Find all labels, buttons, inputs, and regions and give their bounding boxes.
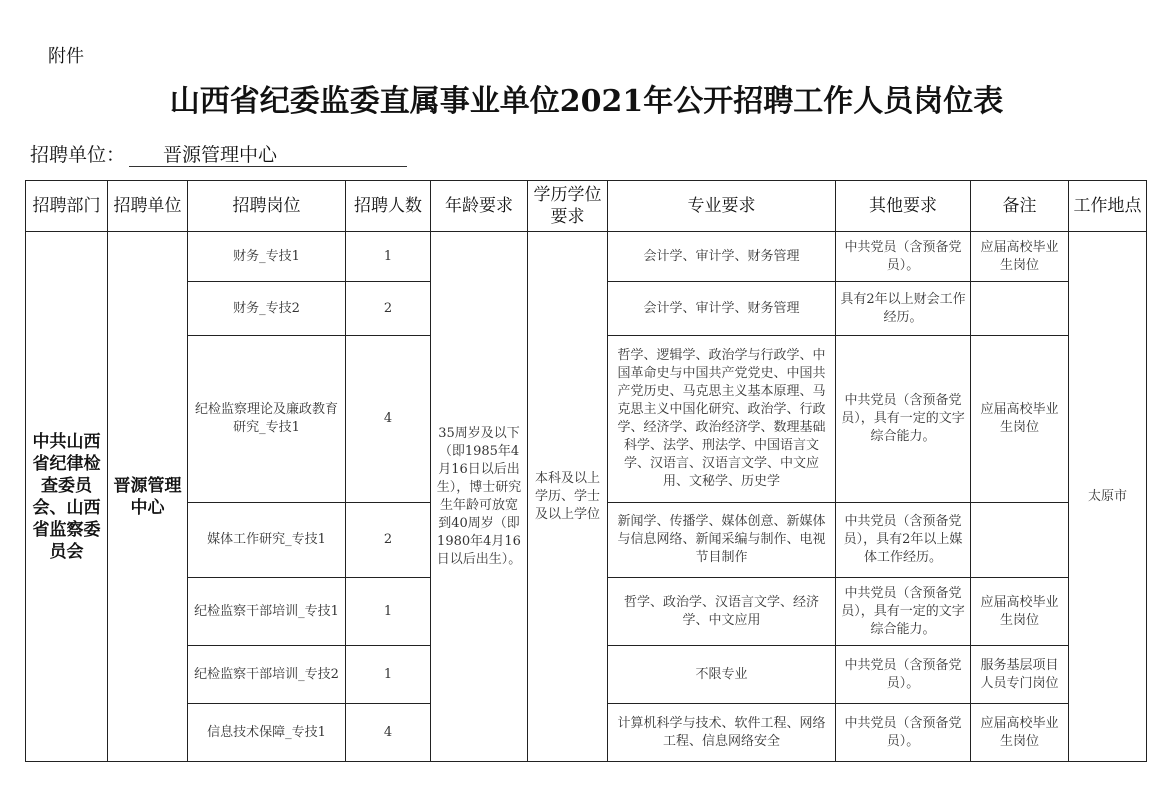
- other-cell: 中共党员（含预备党员）。: [836, 232, 971, 282]
- recruiting-unit-label: 招聘单位：: [30, 144, 126, 166]
- document-title: 山西省纪委监委直属事业单位2021年公开招聘工作人员岗位表: [169, 84, 1004, 119]
- header-age: 年龄要求: [431, 181, 528, 232]
- positions-table: [25, 180, 1147, 762]
- position-cell: 信息技术保障_专技1: [188, 704, 346, 762]
- position-cell: 纪检监察干部培训_专技2: [188, 646, 346, 704]
- note-cell: 应届高校毕业生岗位: [971, 336, 1069, 503]
- header-note: 备注: [971, 181, 1069, 232]
- other-cell: 中共党员（含预备党员）。: [836, 646, 971, 704]
- count-cell: 4: [346, 704, 431, 762]
- note-cell: [971, 282, 1069, 336]
- major-cell: 会计学、审计学、财务管理: [608, 282, 836, 336]
- age-cell: 35周岁及以下（即1985年4 月16日以后出生），博士研究生年龄可放宽到40周岁（即1980年4月16日以后出生）。: [431, 232, 528, 762]
- major-cell: 计算机科学与技术、软件工程、网络工程、信息网络安全: [608, 704, 836, 762]
- count-cell: 2: [346, 282, 431, 336]
- position-cell: 财务_专技2: [188, 282, 346, 336]
- note-cell: 应届高校毕业生岗位: [971, 232, 1069, 282]
- count-cell: 1: [346, 646, 431, 704]
- header-education: 学历学位要求: [528, 181, 608, 232]
- header-unit: 招聘单位: [108, 181, 188, 232]
- header-dept: 招聘部门: [26, 181, 108, 232]
- other-cell: 中共党员（含预备党员），具有一定的文字综合能力。: [836, 336, 971, 503]
- major-cell: 哲学、逻辑学、政治学与行政学、中国革命史与中国共产党党史、中国共产党历史、马克思主义基本原理、马克思主义中国化研究、政治学、行政学、经济学、政治经济学、数理基础科学、法学、刑法学、中国语言文学、汉语言、汉语言文学、中文应用、文秘学、历史学: [608, 336, 836, 503]
- position-cell: 媒体工作研究_专技1: [188, 503, 346, 578]
- count-cell: 1: [346, 578, 431, 646]
- header-row: [26, 181, 1147, 232]
- recruiting-unit-line: [30, 140, 407, 167]
- attachment-label: 附件: [48, 46, 84, 67]
- major-cell: 哲学、政治学、汉语言文学、经济学、中文应用: [608, 578, 836, 646]
- other-cell: 具有2年以上财会工作经历。: [836, 282, 971, 336]
- other-cell: 中共党员（含预备党员）。: [836, 704, 971, 762]
- dept-cell: 中共山西省纪律检查委员会、山西省监察委员会: [26, 232, 108, 762]
- header-major: 专业要求: [608, 181, 836, 232]
- recruiting-unit-value: 晋源管理中心: [129, 144, 407, 167]
- table-row: [26, 232, 1147, 282]
- note-cell: 应届高校毕业生岗位: [971, 578, 1069, 646]
- count-cell: 1: [346, 232, 431, 282]
- other-cell: 中共党员（含预备党员），具有一定的文字综合能力。: [836, 578, 971, 646]
- location-cell: 太原市: [1069, 232, 1147, 762]
- education-cell: 本科及以上学历、学士及以上学位: [528, 232, 608, 762]
- note-cell: 服务基层项目人员专门岗位: [971, 646, 1069, 704]
- unit-cell: 晋源管理中心: [108, 232, 188, 762]
- note-cell: 应届高校毕业生岗位: [971, 704, 1069, 762]
- note-cell: [971, 503, 1069, 578]
- count-cell: 4: [346, 336, 431, 503]
- position-cell: 财务_专技1: [188, 232, 346, 282]
- major-cell: 新闻学、传播学、媒体创意、新媒体与信息网络、新闻采编与制作、电视节目制作: [608, 503, 836, 578]
- other-cell: 中共党员（含预备党员），具有2年以上媒体工作经历。: [836, 503, 971, 578]
- header-other: 其他要求: [836, 181, 971, 232]
- position-cell: 纪检监察理论及廉政教育研究_专技1: [188, 336, 346, 503]
- major-cell: 不限专业: [608, 646, 836, 704]
- header-position: 招聘岗位: [188, 181, 346, 232]
- count-cell: 2: [346, 503, 431, 578]
- header-count: 招聘人数: [346, 181, 431, 232]
- major-cell: 会计学、审计学、财务管理: [608, 232, 836, 282]
- header-location: 工作地点: [1069, 181, 1147, 232]
- position-cell: 纪检监察干部培训_专技1: [188, 578, 346, 646]
